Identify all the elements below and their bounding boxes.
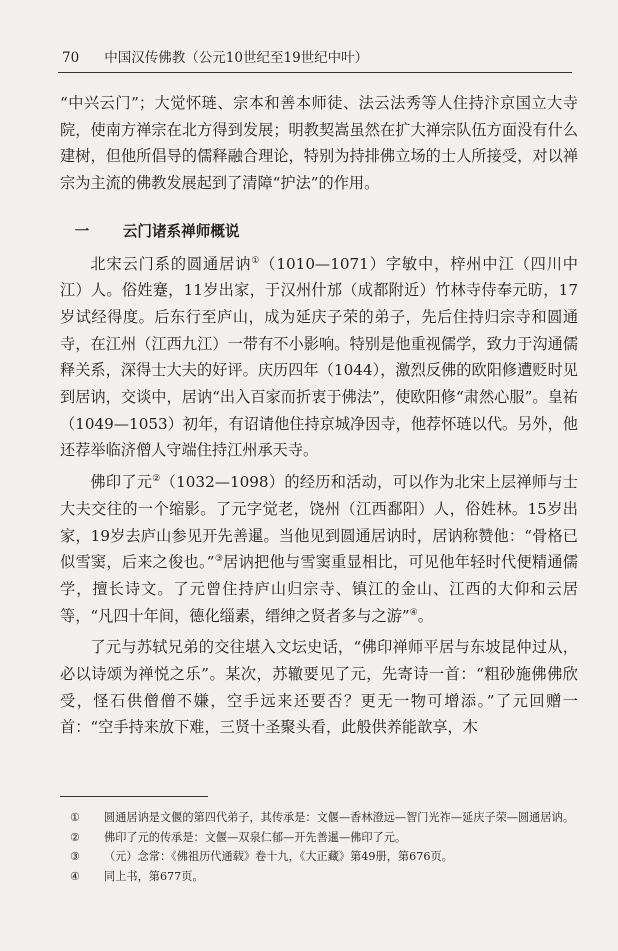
paragraph-continued: “中兴云门”；大觉怀琏、宗本和善本师徒、法云法秀等人住持汴京国立大寺院，使南方禅宗在北方得到发展；明教契嵩虽然在扩大禅宗队伍方面没有什么建树，但他所倡导的儒释融合理论，特别为持排佛立场的士人所接受，对以禅宗为主流的佛教发展起到了清障“护法”的作用。	[60, 94, 578, 193]
footnote-ref-4[interactable]: ④	[409, 607, 418, 618]
paragraph-sushi: 了元与苏轼兄弟的交往堪入文坛史话，“佛印禅师平居与东坡昆仲过从，必以诗颂为禅悦之乐”。某次，苏辙要见了元，先寄诗一首：“粗砂施佛佛欣受，怪石供僧僧不嫌，空手远来还要否？更无一物可增添。”了元回赠一首：“空手持来放下难，三贤十圣聚头看，此般供养能歆享，木	[60, 638, 578, 737]
running-title: 中国汉传佛教（公元10世纪至19世纪中叶）	[104, 50, 369, 66]
footnote-mark: ④	[70, 869, 81, 883]
footnote-mark: ②	[70, 830, 81, 844]
footnote-item	[60, 847, 576, 867]
paragraph-text: 北宋云门系的圆通居讷	[90, 254, 252, 273]
footnote-text: 圆通居讷是文偃的第四代弟子，其传承是：文偃—香林澄远—智门光祚—延庆子荣—圆通居讷。	[104, 811, 574, 824]
footnote-text: （元）念常：《佛祖历代通载》卷十九，《大正藏》第49册，第676页。	[104, 850, 453, 863]
body-text	[60, 90, 578, 741]
footnote-text: 同上书，第677页。	[104, 869, 204, 883]
footnote-mark: ③	[70, 850, 81, 863]
section-heading	[60, 219, 578, 246]
footnote-rule	[60, 796, 208, 797]
footnote-item	[60, 808, 576, 828]
page-number: 70	[62, 50, 80, 66]
footnote-item	[60, 867, 576, 887]
footnote-ref-2[interactable]: ②	[152, 474, 161, 485]
paragraph-text: （1032—1098）的经历和活动，可以作为北宋上层禅师与士大夫交往的一个缩影。了元字觉老，饶州（江西鄱阳）人，俗姓林。15岁出家，19岁去庐山参见开先善暹。当他见到圆通居讷时，居讷称赞他：“骨格已似雪窦，后来之俊也。”	[60, 473, 578, 572]
paragraph-text: 。	[417, 606, 433, 625]
header-rule	[58, 72, 572, 73]
footnote-ref-1[interactable]: ①	[251, 255, 261, 266]
paragraph-foyin	[60, 469, 578, 629]
paragraph-text: 居讷把他与雪窦重显相比，可见他年轻时代便精通儒学，擅长诗文。了元曾住持庐山归宗寺、镇江的金山、江西的大仰和云居等，“凡四十年间，德化缁素，缙绅之贤者多与之游”	[60, 553, 578, 625]
footnote-mark: ①	[70, 811, 81, 824]
paragraph-yuantong	[60, 251, 578, 465]
page-header	[62, 46, 572, 66]
footnote-item	[60, 828, 576, 848]
paragraph-text: 佛印了元	[90, 473, 153, 492]
section-number: 一	[74, 222, 90, 240]
footnotes	[60, 808, 576, 886]
paragraph-text: （1010—1071）字敏中，梓州中江（四川中江）人。俗姓蹇，11岁出家，于汉州什邡（成都附近）竹林寺侍奉元昉，17岁试经得度。后东行至庐山，成为延庆子荣的弟子，先后住持归宗寺和圆通寺，在江州（江西九江）一带有不小影响。特别是他重视儒学，致力于沟通儒释关系，深得士大夫的好评。庆历四年（1044），激烈反佛的欧阳修遭贬时见到居讷，交谈中，居讷“出入百家而折衷于佛法”，使欧阳修“肃然心服”。皇祐（1049—1053）初年，有诏请他住持京城净因寺，他荐怀琏以代。另外，他还荐举临济僧人守端住持江州承天寺。	[60, 254, 578, 460]
footnote-text: 佛印了元的传承是：文偃—双泉仁郁—开先善暹—佛印了元。	[104, 830, 407, 844]
footnote-ref-3[interactable]: ③	[214, 554, 224, 565]
section-title: 云门诸系禅师概说	[122, 222, 240, 240]
